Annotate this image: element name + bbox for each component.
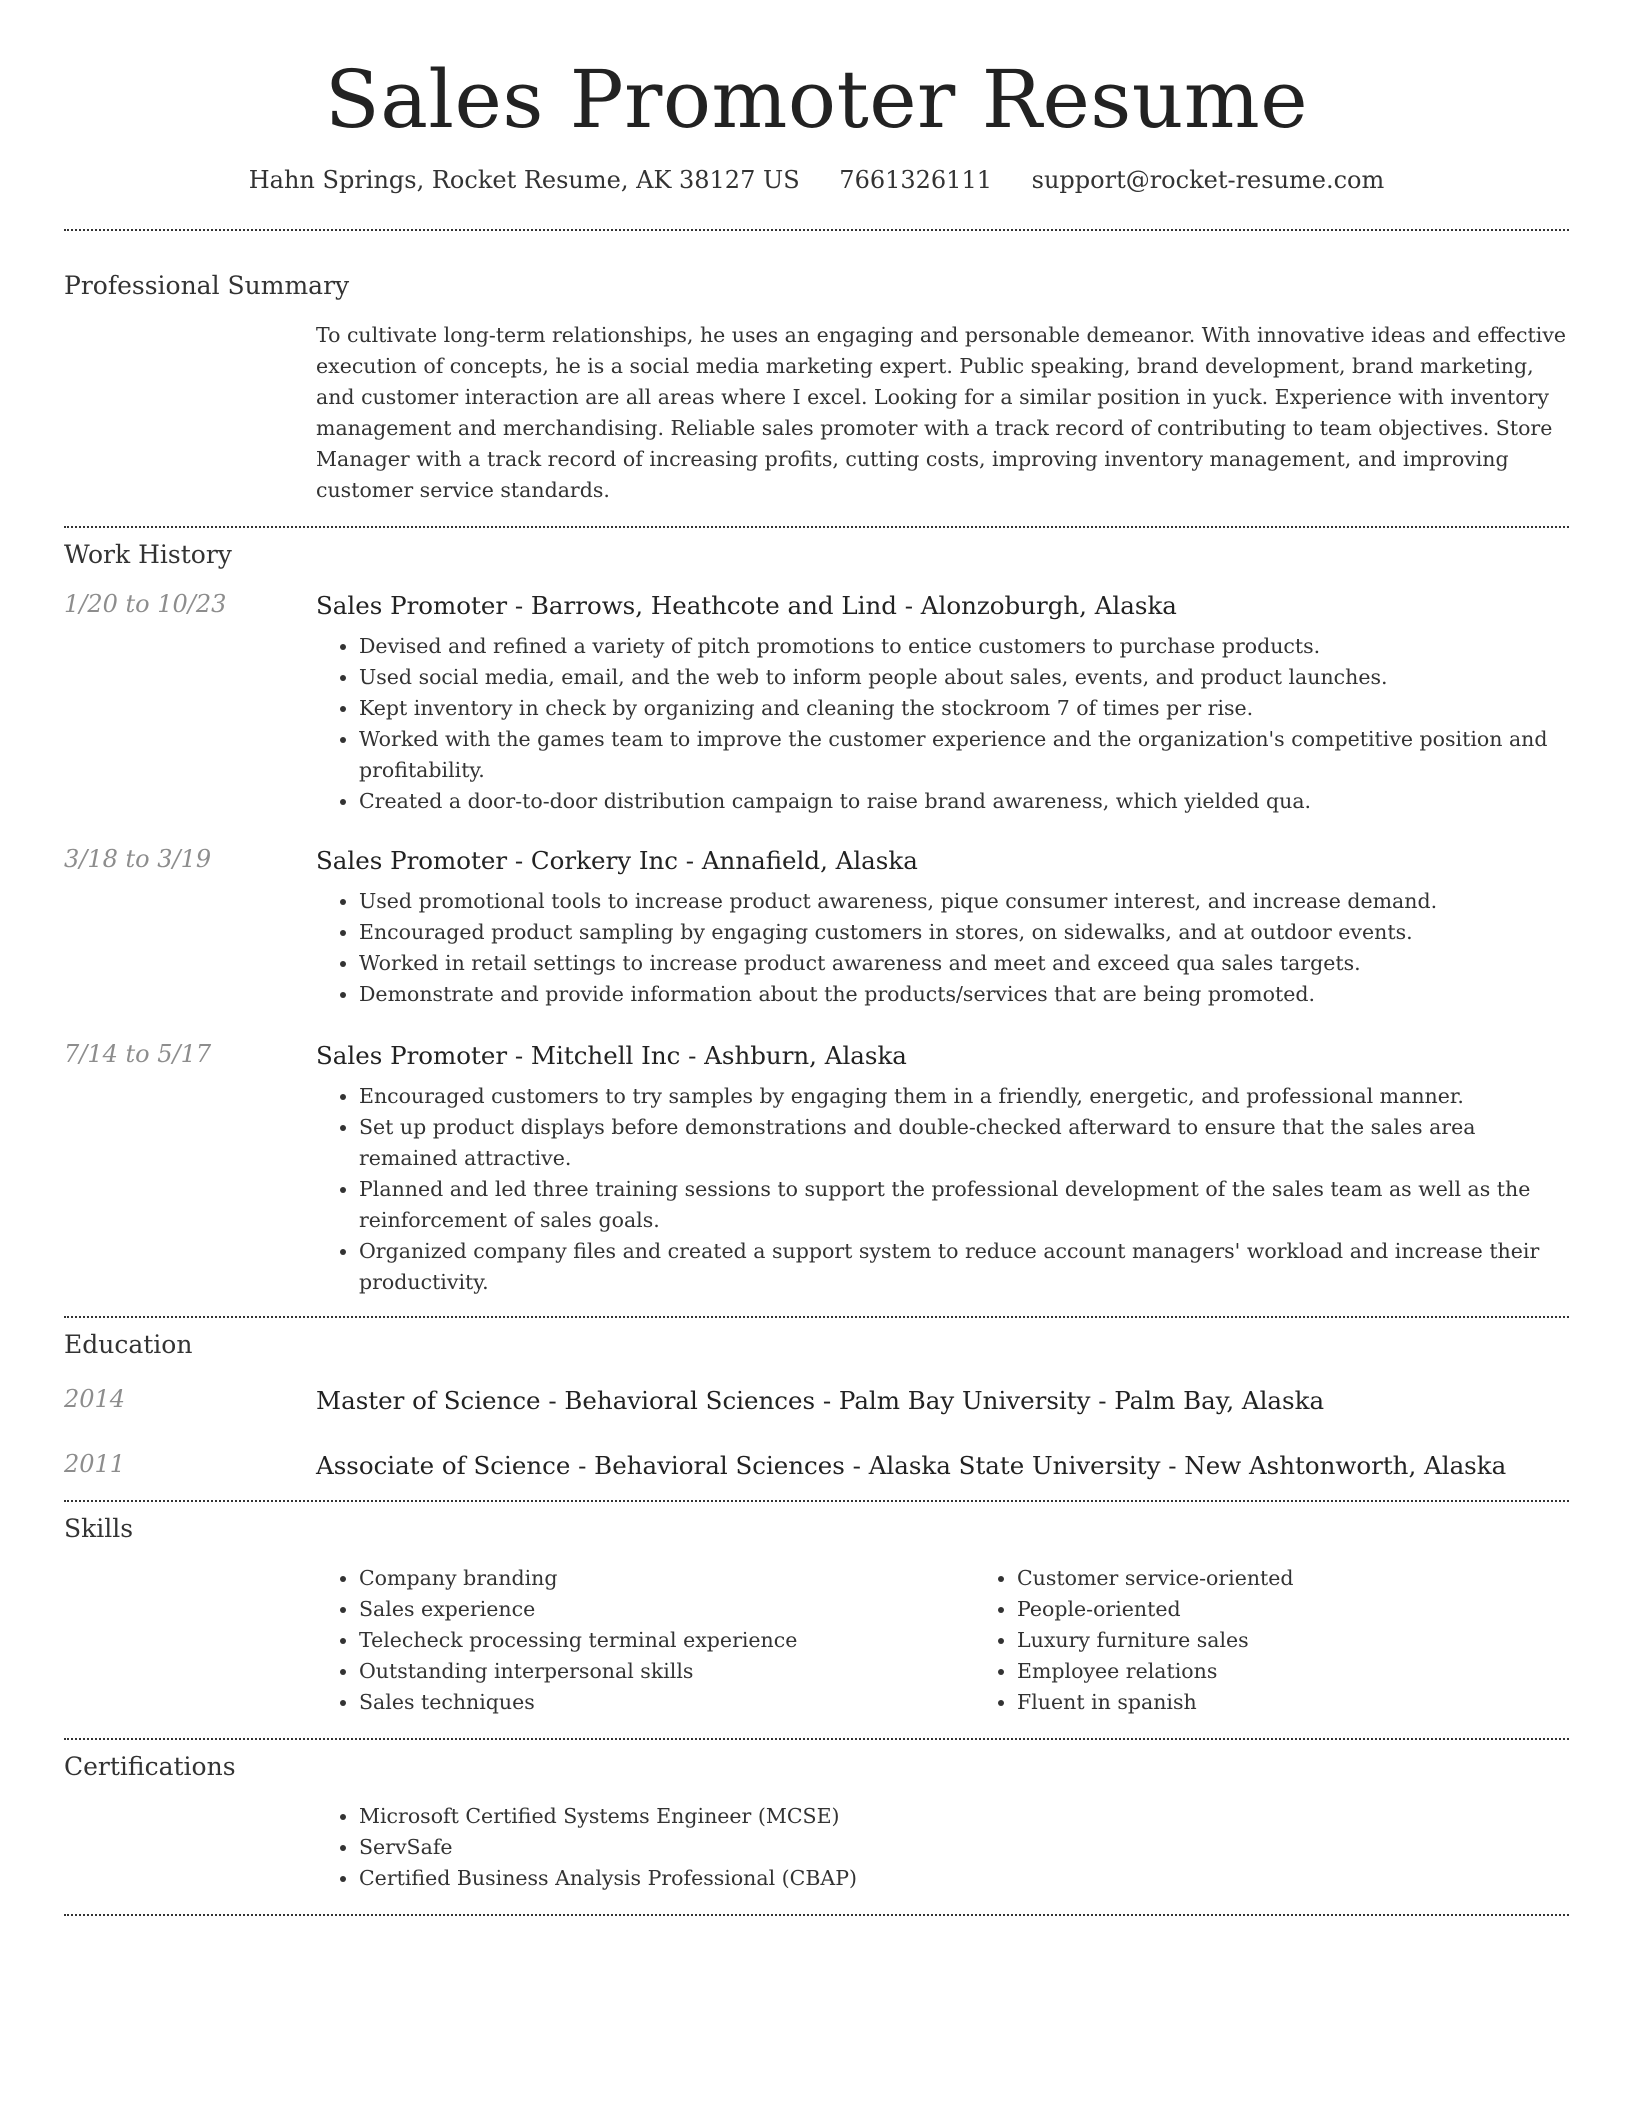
job-bullet: • Encouraged product sampling by engaging customers in stores, on sidewalks, and at outdoor events.: [359, 917, 1569, 948]
section-title-education: Education: [64, 1330, 193, 1359]
job-title: Sales Promoter - Corkery Inc - Annafield, Alaska: [316, 846, 918, 875]
job-bullet: • Worked in retail settings to increase product awareness and meet and exceed qua sales targets.: [359, 948, 1569, 979]
education-title: Master of Science - Behavioral Sciences - Palm Bay University - Palm Bay, Alaska: [316, 1386, 1325, 1415]
job-bullet: • Created a door-to-door distribution campaign to raise brand awareness, which yielded qua.: [359, 786, 1569, 817]
divider: [64, 1316, 1569, 1318]
resume-page: [64, 0, 1569, 1916]
skill-item: • Company branding: [359, 1563, 974, 1594]
section-title-skills: Skills: [64, 1514, 134, 1543]
contact-phone: 7661326111: [839, 166, 992, 194]
section-title-work-history: Work History: [64, 540, 232, 569]
skill-item: • Fluent in spanish: [1017, 1687, 1632, 1718]
skill-item: • People-oriented: [1017, 1594, 1632, 1625]
contact-line: [64, 166, 1569, 194]
skill-item: • Customer service-oriented: [1017, 1563, 1632, 1594]
education-entry: [64, 1450, 1569, 1481]
certification-item: • Microsoft Certified Systems Engineer (MCSE): [359, 1801, 1569, 1832]
job-bullet: • Planned and led three training sessions to support the professional development of the sales team as well as the reinforcement of sales goals.: [359, 1174, 1569, 1236]
divider: [64, 526, 1569, 528]
contact-email: support@rocket-resume.com: [1031, 166, 1385, 194]
job-bullet: • Kept inventory in check by organizing and cleaning the stockroom 7 of times per rise.: [359, 693, 1569, 724]
job-title: Sales Promoter - Barrows, Heathcote and Lind - Alonzoburgh, Alaska: [316, 591, 1177, 620]
job-entry: [64, 845, 1569, 1010]
certification-item: • ServSafe: [359, 1832, 1569, 1863]
section-title-summary: Professional Summary: [64, 271, 350, 300]
job-bullets: [316, 1081, 1569, 1298]
contact-address: Hahn Springs, Rocket Resume, AK 38127 US: [248, 166, 800, 194]
job-bullet: • Used promotional tools to increase product awareness, pique consumer interest, and increase demand.: [359, 886, 1569, 917]
job-title: Sales Promoter - Mitchell Inc - Ashburn, Alaska: [316, 1041, 907, 1070]
skills-list-right: [974, 1563, 1632, 1718]
section-title-certifications: Certifications: [64, 1752, 236, 1781]
job-bullet: • Set up product displays before demonstrations and double-checked afterward to ensure that the sales area remained attractive.: [359, 1112, 1569, 1174]
skill-item: • Sales experience: [359, 1594, 974, 1625]
job-bullet: • Devised and refined a variety of pitch promotions to entice customers to purchase products.: [359, 631, 1569, 662]
job-bullet: • Used social media, email, and the web to inform people about sales, events, and product launches.: [359, 662, 1569, 693]
divider: [64, 1738, 1569, 1740]
education-title: Associate of Science - Behavioral Sciences - Alaska State University - New Ashtonworth, Alaska: [316, 1451, 1507, 1480]
job-entry: [64, 1040, 1569, 1298]
skills-row: [64, 1563, 1569, 1718]
education-year: 2014: [64, 1385, 126, 1413]
job-entry: [64, 590, 1569, 817]
divider: [64, 229, 1569, 231]
job-bullet: • Encouraged customers to try samples by engaging them in a friendly, energetic, and professional manner.: [359, 1081, 1569, 1112]
job-bullets: [316, 886, 1569, 1010]
divider: [64, 1500, 1569, 1502]
resume-title: Sales Promoter Resume: [324, 53, 1309, 146]
skill-item: • Sales techniques: [359, 1687, 974, 1718]
skill-item: • Employee relations: [1017, 1656, 1632, 1687]
job-bullets: [316, 631, 1569, 817]
job-dates: 7/14 to 5/17: [64, 1040, 212, 1068]
job-dates: 1/20 to 10/23: [64, 590, 227, 618]
certifications-list: [316, 1801, 1569, 1894]
summary-row: [64, 320, 1569, 506]
job-bullet: • Demonstrate and provide information about the products/services that are being promoted.: [359, 979, 1569, 1010]
skills-list-left: [316, 1563, 974, 1718]
skill-item: • Outstanding interpersonal skills: [359, 1656, 974, 1687]
education-year: 2011: [64, 1450, 126, 1478]
summary-text: To cultivate long-term relationships, he uses an engaging and personable demeanor. With innovative ideas and effective execution of concepts, he is a social media marketing expert. Public speaking, brand development, brand marketing, and customer interaction are all areas where I excel. Looking for a similar position in yuck. Experience with inventory management and merchandising. Reliable sales promoter with a track record of contributing to team objectives. Store Manager with a track record of increasing profits, cutting costs, improving inventory management, and improving customer service standards.: [316, 323, 1567, 502]
job-bullet: • Worked with the games team to improve the customer experience and the organization's competitive position and profitability.: [359, 724, 1569, 786]
divider: [64, 1914, 1569, 1916]
skill-item: • Luxury furniture sales: [1017, 1625, 1632, 1656]
certifications-row: [64, 1801, 1569, 1894]
skill-item: • Telecheck processing terminal experience: [359, 1625, 974, 1656]
job-dates: 3/18 to 3/19: [64, 845, 212, 873]
job-bullet: • Organized company files and created a support system to reduce account managers' workload and increase their productivity.: [359, 1236, 1569, 1298]
certification-item: • Certified Business Analysis Professional (CBAP): [359, 1863, 1569, 1894]
education-entry: [64, 1385, 1569, 1416]
